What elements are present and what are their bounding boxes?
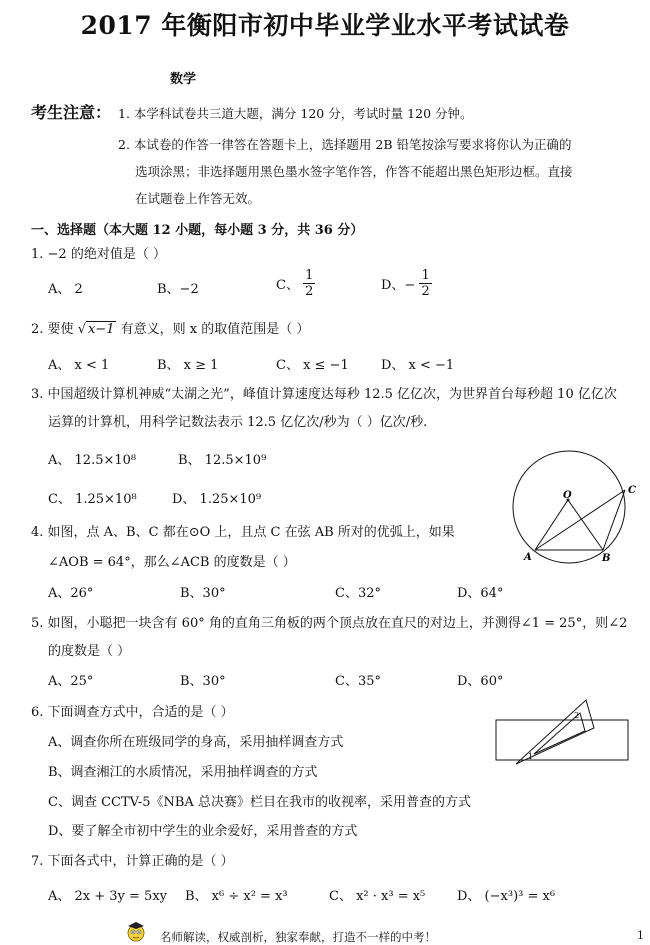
mascot-icon: [124, 919, 148, 943]
question-6-option-d: D、要了解全市初中学生的业余爱好，采用普查的方式: [48, 824, 358, 839]
question-2-stem: [31, 318, 309, 337]
footer-slogan: 名师解读，权威剖析，独家奉献，打造不一样的中考！: [160, 930, 436, 944]
question-3-option-a: A、 12.5×10⁸: [48, 453, 137, 468]
angle-2-label: 2: [574, 711, 580, 720]
question-7-option-b: B、 x⁶ ÷ x² = x³: [185, 889, 288, 904]
label-b: B: [602, 553, 611, 564]
question-6-stem: 6. 下面调查方式中，合适的是（ ）: [31, 705, 234, 720]
question-7-option-d: D、 (−x³)³ = x⁶: [457, 889, 556, 904]
sqrt-expression: √ x−1: [77, 322, 115, 337]
fraction-negative-half: [419, 268, 431, 299]
notice-item-2-line-2: 选项涂黑；非选择题用黑色墨水签字笔作答，作答不能超出黑色矩形边框。直接: [135, 164, 573, 179]
question-3-option-d: D、 1.25×10⁹: [172, 492, 262, 507]
question-1-option-b: B、−2: [157, 282, 199, 297]
question-2-option-a: A、 x < 1: [48, 358, 110, 373]
notice-item-2-line-3: 在试题卷上作答无效。: [135, 191, 261, 206]
question-4-line-1: 4. 如图，点 A、B、C 都在⊙O 上，且点 C 在弦 AB 所对的优弧上，如果: [31, 525, 455, 540]
notice-item-2-line-1: 2. 本试卷的作答一律答在答题卡上，选择题用 2B 铅笔按涂写要求将你认为正确的: [118, 137, 572, 152]
question-2-option-d: D、 x < −1: [381, 358, 455, 373]
question-5-option-a: A、25°: [48, 674, 94, 689]
question-1-option-d: [381, 268, 432, 299]
question-4-option-d: D、64°: [457, 586, 504, 601]
question-2-option-c: C、 x ≤ −1: [276, 358, 349, 373]
fraction-denominator: 2: [421, 284, 430, 299]
question-7-option-c: C、 x² · x³ = x⁵: [329, 889, 426, 904]
question-4-option-b: B、30°: [180, 586, 226, 601]
question-2-suffix: 有意义，则 x 的取值范围是（ ）: [120, 322, 310, 337]
question-5-option-b: B、30°: [180, 674, 226, 689]
question-1-option-a: A、 2: [48, 282, 83, 297]
question-6-option-a: A、调查你所在班级同学的身高，采用抽样调查方式: [48, 735, 344, 750]
label-o: O: [563, 490, 572, 501]
question-6-option-b: B、调查湘江的水质情况，采用抽样调查的方式: [48, 765, 318, 780]
page-number: 1: [637, 929, 644, 942]
fraction-numerator: 1: [421, 268, 430, 283]
section-heading-choice: 一、选择题（本大题 12 小题，每小题 3 分，共 36 分）: [31, 223, 364, 238]
subject-label: 数学: [170, 72, 197, 87]
circle-o: [513, 451, 625, 563]
question-5-option-c: C、35°: [335, 674, 381, 689]
question-4-line-2: ∠AOB = 64°，那么∠ACB 的度数是（ ）: [48, 555, 296, 570]
question-4-option-c: C、32°: [335, 586, 381, 601]
question-3-option-c: C、 1.25×10⁸: [48, 492, 137, 507]
question-6-option-c: C、调查 CCTV-5《NBA 总决赛》栏目在我市的收视率，采用普查的方式: [48, 795, 471, 810]
radicand: x−1: [87, 322, 115, 337]
fraction-denominator: 2: [305, 284, 314, 299]
question-4-option-a: A、26°: [48, 586, 94, 601]
option-c-label: C、: [276, 278, 299, 293]
ruler: [496, 720, 628, 760]
question-5-option-d: D、60°: [457, 674, 504, 689]
question-2-prefix: 2. 要使: [31, 322, 74, 337]
question-3-line-1: 3. 中国超级计算机神威“太湖之光”，峰值计算速度达每秒 12.5 亿亿次，为世界首台每秒超 10 亿亿次: [31, 387, 617, 402]
angle-1-label: 1: [528, 752, 534, 761]
notice-item-1: 1. 本学科试卷共三道大题，满分 120 分，考试时量 120 分钟。: [118, 106, 473, 121]
option-d-label: D、−: [381, 278, 416, 293]
question-5-line-2: 的度数是（ ）: [48, 644, 131, 659]
question-5-line-1: 5. 如图，小聪把一块含有 60° 角的直角三角板的两个顶点放在直尺的对边上，并测得∠1 = 25°，则∠2: [31, 616, 628, 631]
segment-oa: [535, 500, 568, 550]
question-7-stem: 7. 下面各式中，计算正确的是（ ）: [31, 854, 234, 869]
circle-figure: [505, 448, 645, 570]
fraction-half: [303, 268, 315, 299]
fraction-numerator: 1: [305, 268, 314, 283]
question-1-option-c: [276, 268, 315, 299]
segment-ac: [535, 490, 625, 550]
page-title: 2017 年衡阳市初中毕业学业水平考试试卷: [80, 11, 570, 40]
ruler-triangle-figure: [494, 696, 630, 766]
question-1-stem: 1. −2 的绝对值是（ ）: [31, 247, 166, 262]
question-3-line-2: 运算的计算机，用科学记数法表示 12.5 亿亿次/秒为（ ）亿次/秒.: [48, 415, 428, 430]
question-3-option-b: B、 12.5×10⁹: [178, 453, 267, 468]
label-a: A: [524, 552, 532, 563]
notice-label: 考生注意：: [31, 103, 112, 122]
label-c: C: [628, 485, 636, 496]
question-7-option-a: A、 2x + 3y = 5xy: [48, 889, 167, 904]
question-2-option-b: B、 x ≥ 1: [157, 358, 219, 373]
